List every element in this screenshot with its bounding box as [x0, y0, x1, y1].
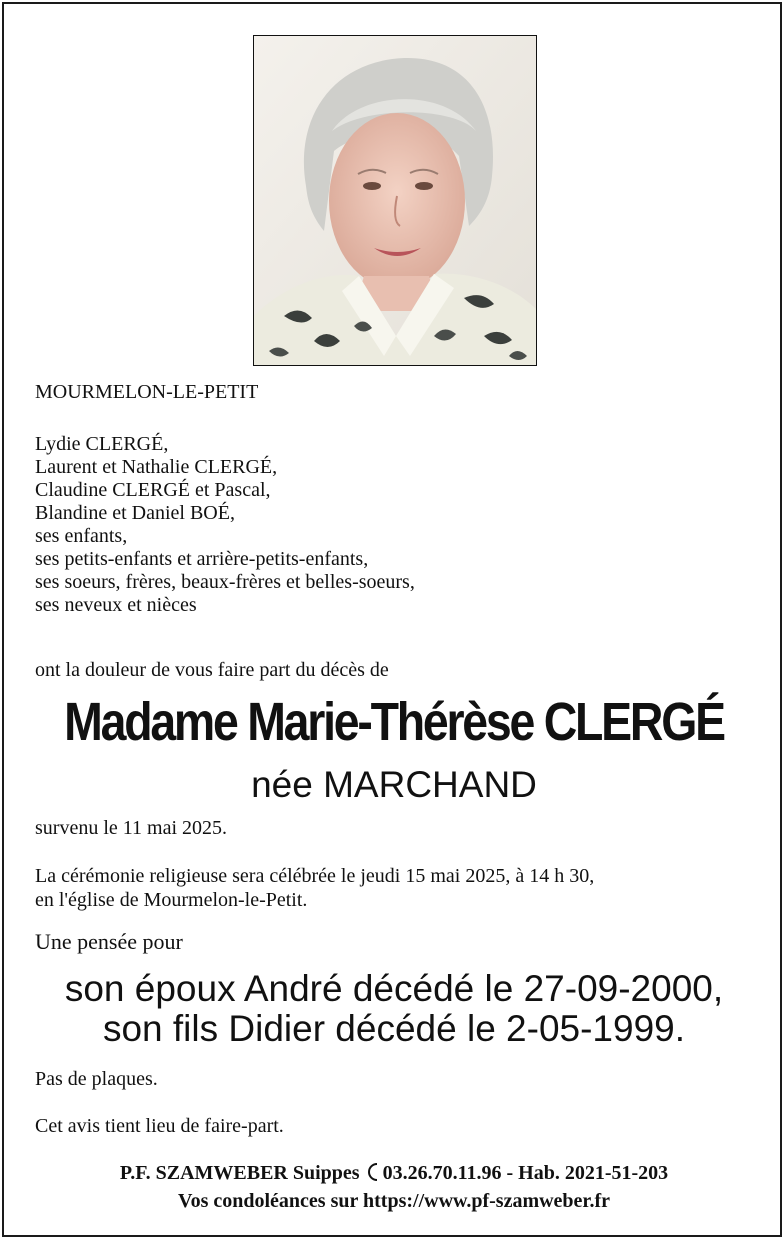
funeral-home-name: P.F. SZAMWEBER Suippes: [119, 1162, 365, 1184]
family-line: ses soeurs, frères, beaux-frères et belles-soeurs,: [35, 571, 415, 593]
family-line: Lydie CLERGÉ,: [35, 433, 169, 455]
portrait-image: [254, 36, 537, 366]
thought-intro: Une pensée pour: [35, 929, 183, 954]
ceremony-line: La cérémonie religieuse sera célébrée le jeudi 15 mai 2025, à 14 h 30,: [35, 865, 595, 887]
faire-part-note: Cet avis tient lieu de faire-part.: [35, 1115, 284, 1137]
family-line: Claudine CLERGÉ et Pascal,: [35, 479, 271, 501]
family-line: ses enfants,: [35, 525, 128, 547]
ceremony-line: en l'église de Mourmelon-le-Petit.: [35, 889, 308, 911]
family-line: ses neveux et nièces: [35, 594, 197, 616]
memorial-line: son fils Didier décédé le 2-05-1999.: [102, 1008, 686, 1049]
memorial-line: son époux André décédé le 27-09-2000,: [64, 968, 724, 1009]
announcement-text: ont la douleur de vous faire part du décès de: [35, 659, 389, 681]
portrait-photo: [253, 35, 537, 366]
memorial-block: [4, 969, 784, 1049]
obituary-notice: [2, 2, 782, 1237]
no-plaques-note: Pas de plaques.: [35, 1068, 158, 1090]
family-line: Laurent et Nathalie CLERGÉ,: [35, 456, 278, 478]
town-name: MOURMELON-LE-PETIT: [35, 381, 259, 403]
family-line: ses petits-enfants et arrière-petits-enfants,: [35, 548, 369, 570]
family-line: Blandine et Daniel BOÉ,: [35, 502, 235, 524]
phone-icon: [365, 1162, 383, 1189]
birth-name: née MARCHAND: [251, 764, 537, 805]
footer-contact-line: [4, 1161, 784, 1189]
phone-and-license: 03.26.70.11.96 - Hab. 2021-51-203: [382, 1162, 669, 1184]
deceased-name: Madame Marie-Thérèse CLERGÉ: [64, 692, 724, 752]
condolences-link[interactable]: Vos condoléances sur https://www.pf-szamweber.fr: [177, 1190, 611, 1212]
ceremony-info: [35, 864, 594, 912]
family-list: [35, 433, 415, 617]
funeral-home-footer: [4, 1161, 784, 1214]
death-date-line: survenu le 11 mai 2025.: [35, 817, 228, 839]
